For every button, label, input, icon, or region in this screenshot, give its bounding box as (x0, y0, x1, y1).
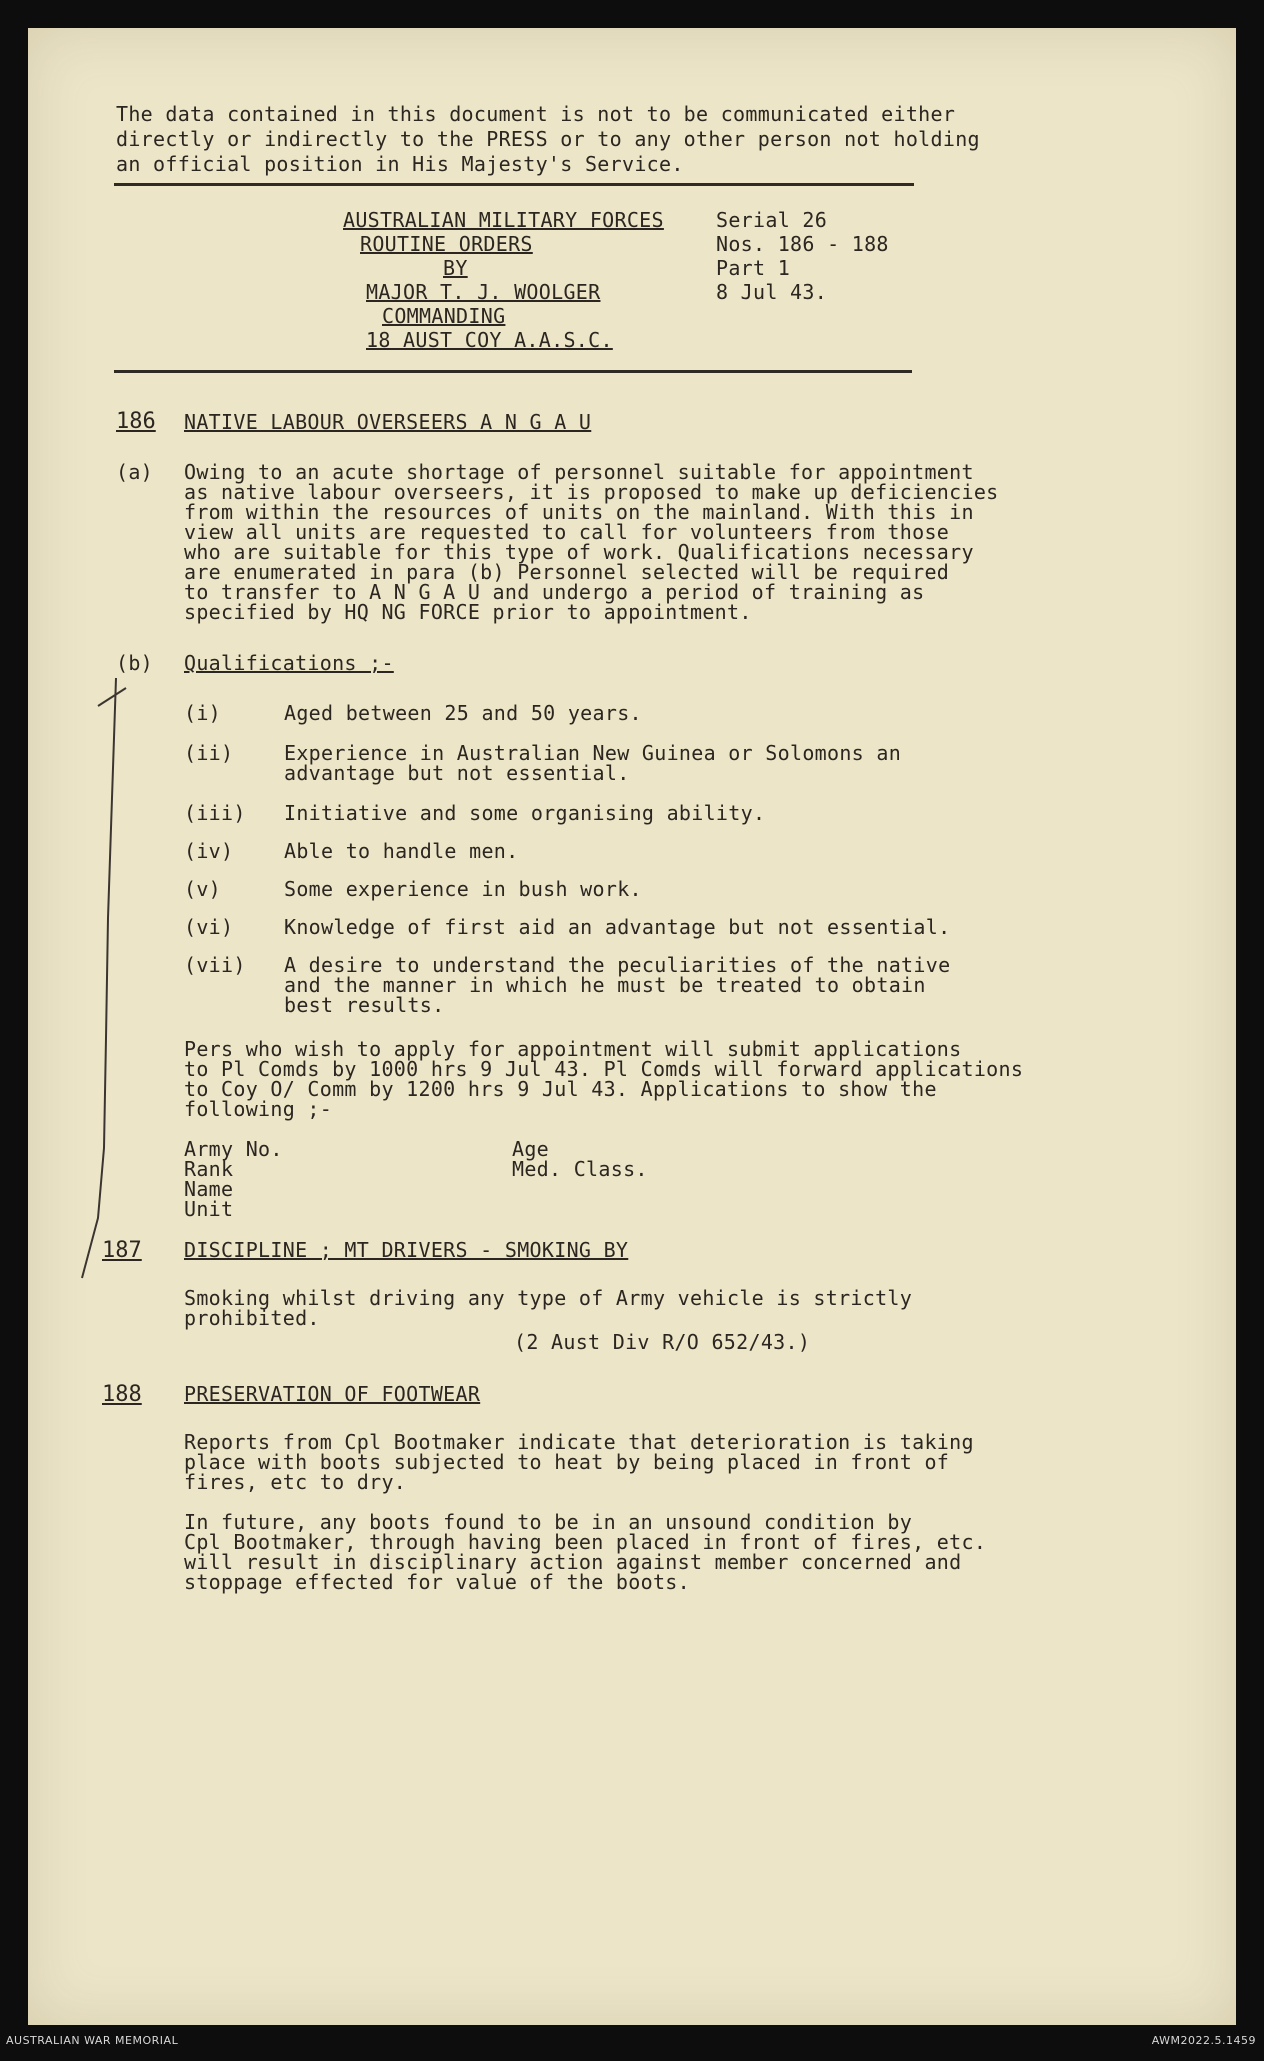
header-rule (114, 370, 912, 373)
footer-source: AUSTRALIAN WAR MEMORIAL (6, 2034, 179, 2047)
top-rule (114, 183, 914, 186)
application-line: following ;- (184, 1097, 333, 1121)
order-title: PRESERVATION OF FOOTWEAR (184, 1382, 481, 1406)
application-line: Pers who wish to apply for appointment will submit applications (184, 1037, 962, 1061)
qualification-text: A desire to understand the peculiarities of the native (284, 953, 951, 977)
serial-number: Serial 26 (716, 208, 828, 232)
para-line: view all units are requested to call for volunteers from those (184, 520, 950, 544)
order-body-line: will result in disciplinary action against member concerned and (184, 1550, 962, 1574)
pencil-margin-mark (68, 678, 138, 1298)
para-line: as native labour overseers, it is proposed to make up deficiencies (184, 480, 999, 504)
order-number: 187 (102, 1238, 142, 1263)
form-field: Age (512, 1137, 550, 1161)
order-date: 8 Jul 43. (716, 280, 828, 304)
para-line: are enumerated in para (b) Personnel selected will be required (184, 560, 950, 584)
para-label: (b) (116, 651, 154, 675)
issuer-line: ROUTINE ORDERS (360, 232, 533, 256)
caveat-line: directly or indirectly to the PRESS or to any other person not holding (116, 127, 980, 151)
order-body-line: prohibited. (184, 1306, 320, 1330)
qualification-number: (vii) (184, 953, 246, 977)
order-body-line: Reports from Cpl Bootmaker indicate that deterioration is taking (184, 1430, 974, 1454)
qualification-number: (i) (184, 701, 222, 725)
qualification-text: advantage but not essential. (284, 761, 630, 785)
footer-accession: AWM2022.5.1459 (1151, 2034, 1256, 2047)
para-label: (a) (116, 460, 154, 484)
qualification-text: and the manner in which he must be treated to obtain (284, 973, 926, 997)
order-body-line: Smoking whilst driving any type of Army vehicle is strictly (184, 1286, 913, 1310)
order-body-line: Cpl Bootmaker, through having been placed in front of fires, etc. (184, 1530, 987, 1554)
para-line: who are suitable for this type of work. Qualifications necessary (184, 540, 974, 564)
order-numbers: Nos. 186 - 188 (716, 232, 889, 256)
form-field: Army No. (184, 1137, 283, 1161)
issuer-line: AUSTRALIAN MILITARY FORCES (343, 208, 664, 232)
qualification-text: best results. (284, 993, 445, 1017)
application-line: to Coy O/ Comm by 1200 hrs 9 Jul 43. Applications to show the (184, 1077, 937, 1101)
para-line: specified by HQ NG FORCE prior to appointment. (184, 600, 752, 624)
issuer-line: COMMANDING (382, 304, 506, 328)
qualification-text: Initiative and some organising ability. (284, 801, 766, 825)
form-field: Unit (184, 1197, 234, 1221)
order-body-line: stoppage effected for value of the boots. (184, 1570, 690, 1594)
order-reference: (2 Aust Div R/O 652/43.) (514, 1330, 811, 1354)
order-number: 188 (102, 1382, 142, 1407)
para-line: Owing to an acute shortage of personnel suitable for appointment (184, 460, 974, 484)
order-title: DISCIPLINE ; MT DRIVERS - SMOKING BY (184, 1238, 629, 1262)
para-line: from within the resources of units on the mainland. With this in (184, 500, 974, 524)
order-body-line: fires, etc to dry. (184, 1470, 407, 1494)
issuer-line: 18 AUST COY A.A.S.C. (366, 328, 613, 352)
qualification-text: Some experience in bush work. (284, 877, 642, 901)
form-field: Name (184, 1177, 234, 1201)
qualification-number: (iii) (184, 801, 246, 825)
qualification-number: (v) (184, 877, 222, 901)
order-title: NATIVE LABOUR OVERSEERS A N G A U (184, 410, 592, 434)
caveat-line: an official position in His Majesty's Service. (116, 152, 684, 176)
issuer-line: BY (443, 256, 468, 280)
part-number: Part 1 (716, 256, 791, 280)
qualification-number: (ii) (184, 741, 234, 765)
order-number: 186 (116, 409, 156, 434)
caveat-line: The data contained in this document is not to be communicated either (116, 102, 956, 126)
document-page (28, 28, 1236, 2025)
issuer-line: MAJOR T. J. WOOLGER (366, 280, 601, 304)
qualification-number: (iv) (184, 839, 234, 863)
para-title: Qualifications ;- (184, 651, 394, 675)
form-field: Med. Class. (512, 1157, 648, 1181)
order-body-line: In future, any boots found to be in an unsound condition by (184, 1510, 913, 1534)
order-body-line: place with boots subjected to heat by being placed in front of (184, 1450, 950, 1474)
qualification-text: Aged between 25 and 50 years. (284, 701, 642, 725)
qualification-number: (vi) (184, 915, 234, 939)
qualification-text: Knowledge of first aid an advantage but not essential. (284, 915, 951, 939)
form-field: Rank (184, 1157, 234, 1181)
para-line: to transfer to A N G A U and undergo a period of training as (184, 580, 925, 604)
qualification-text: Experience in Australian New Guinea or Solomons an (284, 741, 902, 765)
application-line: to Pl Comds by 1000 hrs 9 Jul 43. Pl Comds will forward applications (184, 1057, 1024, 1081)
qualification-text: Able to handle men. (284, 839, 519, 863)
